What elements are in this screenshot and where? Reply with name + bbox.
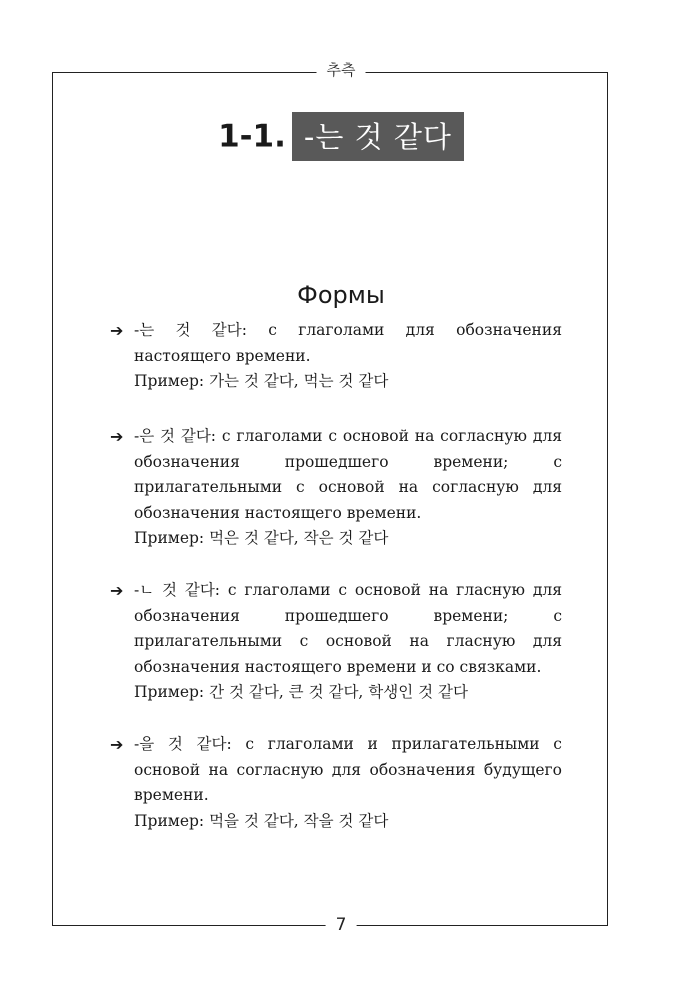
lesson-title <box>0 112 682 161</box>
arrow-right-icon: ➔ <box>110 321 124 340</box>
form-example: Пример: 가는 것 같다, 먹는 것 같다 <box>134 372 389 390</box>
form-description: -을 것 같다: с глаголами и прилагательными с основой на согласную для обозначения будущего времени. <box>134 735 562 804</box>
lesson-number: 1-1. <box>218 118 286 155</box>
form-item <box>110 578 562 706</box>
arrow-right-icon: ➔ <box>110 735 124 754</box>
form-item <box>110 318 562 395</box>
section-title: Формы <box>297 281 385 309</box>
form-description: -ㄴ 것 같다: с глаголами с основой на гласную для обозначения прошедшего времени; с прилагательными с основой на гласную для обозначения настоящего времени и со связками. <box>134 581 562 676</box>
arrow-right-icon: ➔ <box>110 581 124 600</box>
lesson-grammar-highlight: -는 것 같다 <box>292 112 464 161</box>
form-example: Пример: 먹은 것 같다, 작은 것 같다 <box>134 529 389 547</box>
arrow-right-icon: ➔ <box>110 427 124 446</box>
form-description: -은 것 같다: с глаголами с основой на согласную для обозначения прошедшего времени; с прилагательными с основой на согласную для обозначения настоящего времени. <box>134 427 562 522</box>
form-description: -는 것 같다: с глаголами для обозначения настоящего времени. <box>134 321 562 365</box>
form-example: Пример: 먹을 것 같다, 작을 것 같다 <box>134 811 389 830</box>
chapter-label: 추측 <box>317 61 366 79</box>
form-example: Пример: 간 것 같다, 큰 것 같다, 학생인 것 같다 <box>134 683 468 701</box>
page-number: 7 <box>326 916 357 934</box>
form-item <box>110 424 562 552</box>
form-item <box>110 732 562 834</box>
